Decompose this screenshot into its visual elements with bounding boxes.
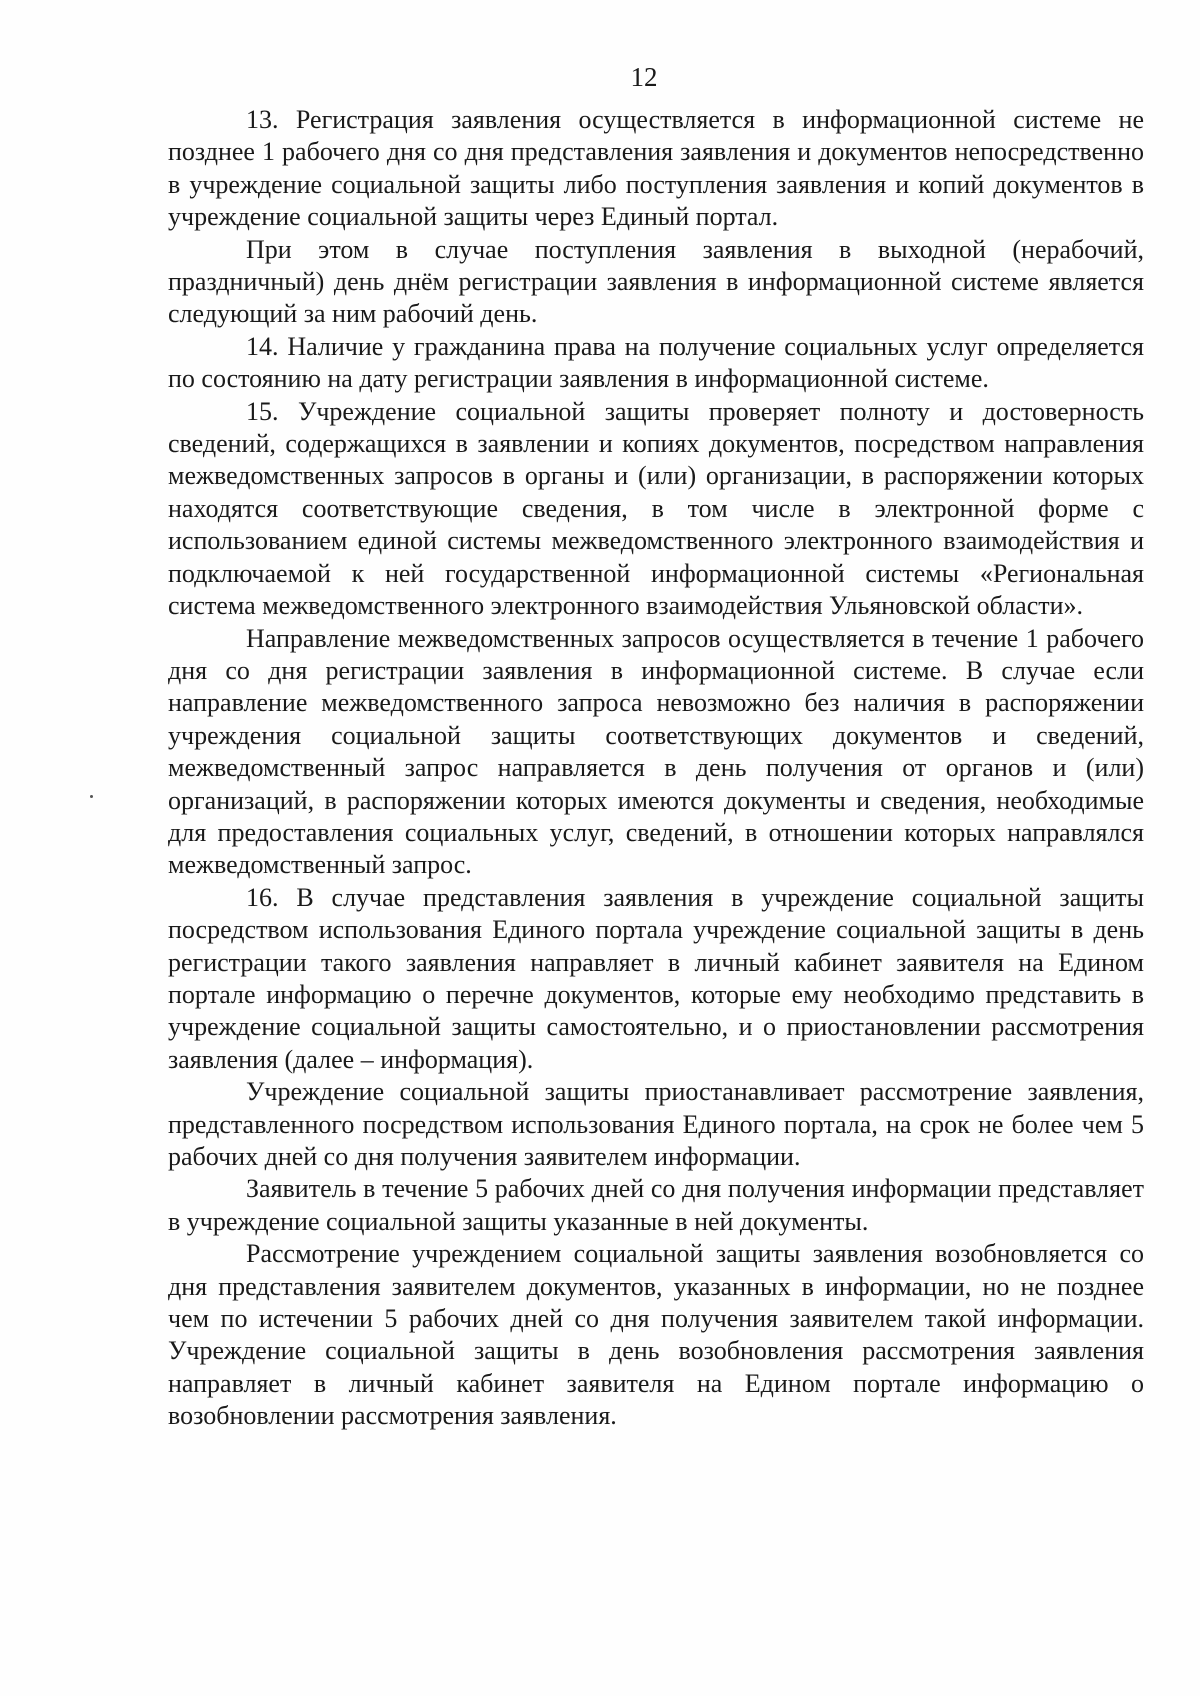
paragraph-16-suspension: Учреждение социальной защиты приостанавливает рассмотрение заявления, представленного посредством использования Единого портала, на срок не более чем 5 рабочих дней со дня получения заявителем информации. — [168, 1077, 1144, 1171]
paragraph-15-interagency-requests: Направление межведомственных запросов осуществляется в течение 1 рабочего дня со дня регистрации заявления в информационной системе. В случае если направление межведомственного запроса невозможно без наличия в распоряжении учреждения социальной защиты соответствующих документов и сведений, межведомственный запрос направляется в день получения от органов и (или) организаций, в распоряжении которых имеются документы и сведения, необходимые для предоставления социальных услуг, сведений, в отношении которых направлялся межведомственный запрос. — [168, 623, 1144, 880]
paragraph-16-applicant-documents: Заявитель в течение 5 рабочих дней со дня получения информации представляет в учреждение социальной защиты указанные в ней документы. — [168, 1174, 1144, 1236]
paragraph-15: 15. Учреждение социальной защиты проверяет полноту и достоверность сведений, содержащихся в заявлении и копиях документов, посредством направления межведомственных запросов в органы и (или) организации, в распоряжении которых находятся соответствующие сведения, в том числе в электронной форме с использованием единой системы межведомственного электронного взаимодействия и подключаемой к ней государственной информационной системы «Региональная система межведомственного электронного взаимодействия Ульяновской области». — [168, 396, 1144, 621]
scan-speck — [90, 795, 93, 798]
document-body — [168, 104, 1144, 1433]
paragraph-13-holiday-registration: При этом в случае поступления заявления в выходной (нерабочий, праздничный) день днём регистрации заявления в информационной системе является следующий за ним рабочий день. — [168, 234, 1144, 329]
paragraph-16: 16. В случае представления заявления в учреждение социальной защиты посредством использования Единого портала учреждение социальной защиты в день регистрации такого заявления направляет в личный кабинет заявителя на Едином портале информацию о перечне документов, которые ему необходимо представить в учреждение социальной защиты самостоятельно, и о приостановлении рассмотрения заявления (далее – информация). — [168, 882, 1144, 1074]
paragraph-16-resumption: Рассмотрение учреждением социальной защиты заявления возобновляется со дня представления заявителем документов, указанных в информации, но не позднее чем по истечении 5 рабочих дней со дня получения заявителем такой информации. Учреждение социальной защиты в день возобновления рассмотрения заявления направляет в личный кабинет заявителя на Едином портале информацию о возобновлении рассмотрения заявления. — [168, 1239, 1144, 1431]
paragraph-13: 13. Регистрация заявления осуществляется в информационной системе не позднее 1 рабочего дня со дня представления заявления и документов непосредственно в учреждение социальной защиты либо поступления заявления и копий документов в учреждение социальной защиты через Единый портал. — [168, 105, 1144, 232]
page-number: 12 — [630, 62, 658, 92]
paragraph-14: 14. Наличие у гражданина права на получение социальных услуг определяется по состоянию на дату регистрации заявления в информационной системе. — [168, 331, 1144, 394]
